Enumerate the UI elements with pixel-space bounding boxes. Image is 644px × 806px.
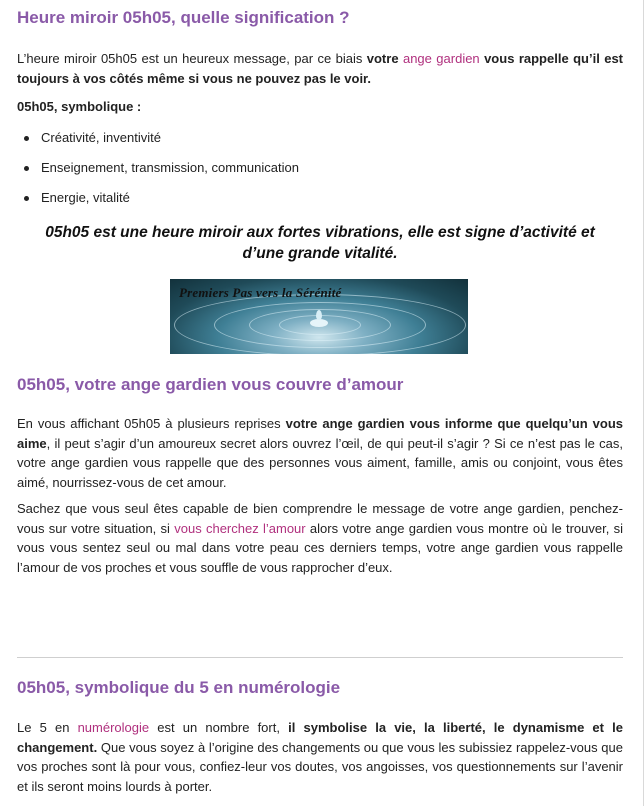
numerologie-p1-text: Le 5 en — [17, 720, 78, 735]
numerologie-p1-bold: il symbolise la vie, la liberté, le dynamisme et le changement. — [17, 720, 623, 755]
serenity-banner-image[interactable] — [170, 279, 468, 354]
water-splash — [310, 319, 328, 327]
bullet-icon — [24, 166, 29, 171]
amour-p1-text: En vous affichant 05h05 à plusieurs reprises — [17, 416, 286, 431]
symbol-list — [17, 129, 623, 207]
cherchez-amour-link[interactable]: vous cherchez l’amour — [174, 520, 306, 536]
numerologie-p1-end: Que vous soyez à l’origine des changements ou que vous les subissiez rappelez-vous que vos proches sont là pour vous, confiez-leur vos doutes, vos angoisses, vos questionnements sur l’avenir et ils seront moins lourds à porter. — [17, 739, 623, 794]
list-item-text: Enseignement, transmission, communication — [41, 160, 299, 175]
list-item-text: Créativité, inventivité — [41, 130, 161, 145]
amour-p1-end: , il peut s’agir d’un amoureux secret alors ouvrez l’œil, de qui peut-il s’agir ? Si ce n’est pas le cas, votre ange gardien vous rappelle que des personnes vous aiment, famille, amis ou conjoint, vous êtes aimé, nourrissez-vous de cet amour. — [17, 435, 623, 490]
banner-title: Premiers Pas vers la Sérénité — [179, 285, 342, 300]
section-divider — [17, 657, 623, 658]
section-heading-signification: Heure miroir 05h05, quelle signification ? — [17, 8, 350, 27]
section-heading-numerologie: 05h05, symbolique du 5 en numérologie — [17, 678, 341, 697]
numerologie-link[interactable]: numérologie — [77, 720, 150, 735]
bullet-icon — [24, 196, 29, 201]
numerologie-paragraph — [17, 718, 623, 796]
section-heading-amour: 05h05, votre ange gardien vous couvre d’amour — [17, 375, 404, 394]
bullet-icon — [24, 136, 29, 141]
list-item — [17, 189, 623, 207]
intro-text: L’heure miroir 05h05 est un heureux message, par ce biais — [17, 51, 367, 66]
symbolique-label-text: 05h05, symbolique : — [17, 99, 142, 114]
numerologie-p1-mid: est un nombre fort, — [149, 720, 289, 735]
amour-paragraph-1 — [17, 414, 623, 492]
water-drop-icon — [316, 310, 322, 320]
amour-paragraph-2 — [17, 499, 623, 577]
list-item — [17, 159, 623, 177]
amour-p2-text: Sachez que vous seul êtes capable de bien comprendre le message de votre ange gardien, penchez-vous sur votre situation, si — [17, 501, 623, 536]
amour-p1-bold: votre ange gardien vous informe que quelqu’un vous aime — [17, 416, 623, 451]
amour-p2-end: alors votre ange gardien vous montre où le trouver, si vous vous sentez seul ou mal dans votre peau ces derniers temps, votre ange gardien vous rappelle l’amour de vos proches et vous souffle de vous rapprocher d’eux. — [17, 520, 623, 575]
ange-gardien-link[interactable]: ange gardien — [402, 51, 480, 66]
intro-bold-1: votre — [366, 51, 403, 66]
intro-bold-2: vous rappelle qu’il est toujours à vos côtés même si vous ne pouvez pas le voir. — [17, 51, 624, 86]
symbolique-label — [17, 97, 623, 117]
list-item — [17, 129, 623, 147]
list-item-text: Energie, vitalité — [41, 190, 130, 205]
intro-paragraph — [17, 49, 623, 88]
highlight-quote: 05h05 est une heure miroir aux fortes vibrations, elle est signe d’activité et d’une grande vitalité. — [45, 224, 595, 262]
